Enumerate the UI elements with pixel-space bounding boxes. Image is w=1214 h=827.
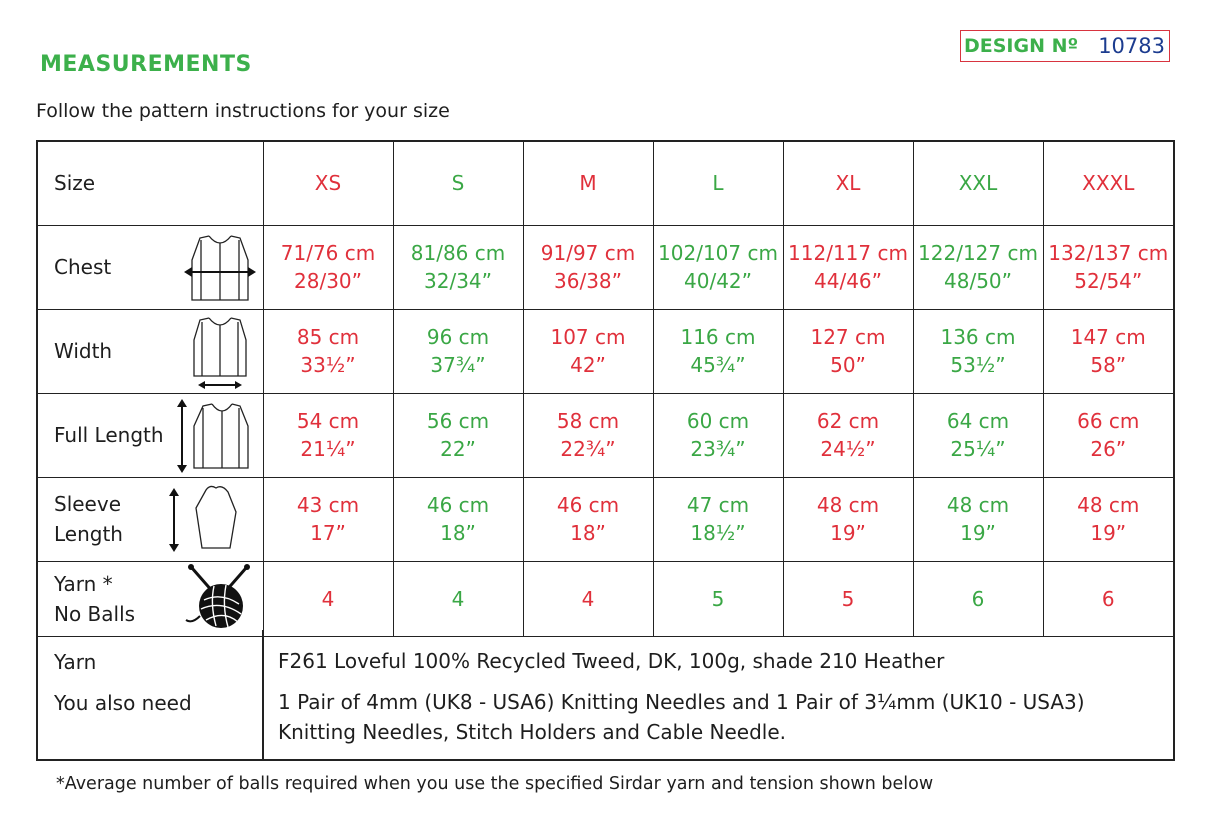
- width-cell: [523, 309, 653, 393]
- width-cm: 107 cm: [550, 325, 626, 349]
- chest-label: Chest: [54, 255, 112, 279]
- width-cell: [1043, 309, 1173, 393]
- full-length-cell: [523, 393, 653, 477]
- sleeve-length-cell: [653, 477, 783, 561]
- width-cm: 96 cm: [426, 325, 490, 349]
- chest-row: [38, 225, 1173, 309]
- sleeve-cm: 43 cm: [296, 493, 360, 517]
- size-header: L: [653, 142, 783, 225]
- full-length-in: 26”: [1090, 437, 1127, 461]
- width-in: 53½”: [950, 353, 1006, 377]
- chest-in: 32/34”: [424, 269, 492, 293]
- sleeve-in: 18”: [440, 521, 476, 545]
- full-length-cm: 56 cm: [426, 409, 490, 433]
- also-need-value: [278, 687, 1158, 747]
- full-length-in: 24½”: [820, 437, 876, 461]
- full-length-row: [38, 393, 1173, 477]
- yarn-balls-label-line1: Yarn *: [54, 571, 113, 596]
- chest-in: 40/42”: [684, 269, 752, 293]
- yarn-balls-label: [54, 569, 135, 629]
- sleeve-cm: 48 cm: [946, 493, 1010, 517]
- full-length-cm: 54 cm: [296, 409, 360, 433]
- width-label: Width: [54, 339, 113, 363]
- full-length-label: Full Length: [54, 423, 164, 447]
- width-label-cell: [38, 309, 263, 393]
- yarn-label: Yarn: [54, 650, 97, 674]
- chest-cm: 71/76 cm: [280, 241, 376, 265]
- width-cell: [393, 309, 523, 393]
- sleeve-in: 18”: [570, 521, 606, 545]
- chest-cm: 132/137 cm: [1048, 241, 1169, 265]
- chest-cm: 122/127 cm: [918, 241, 1038, 265]
- chest-in: 44/46”: [814, 269, 882, 293]
- sleeve-cm: 46 cm: [426, 493, 490, 517]
- size-header: M: [523, 142, 653, 225]
- width-in: 37¾”: [430, 353, 486, 377]
- sleeve-length-label-cell: [38, 477, 263, 561]
- width-cm: 127 cm: [810, 325, 886, 349]
- full-length-in: 25¼”: [950, 437, 1006, 461]
- sleeve-cm: 47 cm: [686, 493, 750, 517]
- sleeve-length-cell: [263, 477, 393, 561]
- sleeve-label-line2: Length: [54, 522, 123, 546]
- size-header: XL: [783, 142, 913, 225]
- size-header: S: [393, 142, 523, 225]
- chest-in: 28/30”: [294, 269, 362, 293]
- width-in: 50”: [830, 353, 866, 377]
- sleeve-length-icon: [166, 482, 242, 558]
- full-length-in: 22”: [440, 437, 476, 461]
- chest-cm: 102/107 cm: [658, 241, 778, 265]
- full-length-in: 23¾”: [690, 437, 746, 461]
- page-heading: MEASUREMENTS: [40, 52, 252, 77]
- cardigan-chest-icon: [182, 230, 258, 306]
- full-length-cm: 58 cm: [556, 409, 620, 433]
- yarn-balls-cell: 4: [263, 561, 393, 636]
- also-need-label: You also need: [54, 691, 192, 715]
- width-in: 45¾”: [690, 353, 746, 377]
- chest-cell: [913, 225, 1043, 309]
- measurements-table-frame: [36, 140, 1175, 761]
- chest-in: 36/38”: [554, 269, 622, 293]
- sleeve-in: 19”: [1090, 521, 1127, 545]
- yarn-balls-label-line2: No Balls: [54, 601, 136, 626]
- sleeve-length-cell: [1043, 477, 1173, 561]
- full-length-label-cell: [38, 393, 263, 477]
- design-number: 10783: [1098, 34, 1165, 58]
- yarn-balls-cell: 5: [653, 561, 783, 636]
- full-length-in: 22¾”: [560, 437, 616, 461]
- sleeve-in: 17”: [310, 521, 346, 545]
- chest-cell: [653, 225, 783, 309]
- width-cm: 147 cm: [1070, 325, 1146, 349]
- yarn-balls-cell: 4: [393, 561, 523, 636]
- instructions-text: Follow the pattern instructions for your size: [36, 100, 450, 122]
- sleeve-length-cell: [783, 477, 913, 561]
- chest-cell: [1043, 225, 1173, 309]
- full-length-cm: 64 cm: [946, 409, 1010, 433]
- size-header: XXXL: [1043, 142, 1173, 225]
- yarn-value: F261 Loveful 100% Recycled Tweed, DK, 100g, shade 210 Heather: [278, 649, 945, 673]
- width-cell: [263, 309, 393, 393]
- size-header-row: [38, 142, 1173, 225]
- full-length-cm: 66 cm: [1077, 409, 1140, 433]
- full-length-cell: [653, 393, 783, 477]
- sleeve-cm: 48 cm: [1077, 493, 1140, 517]
- chest-cell: [523, 225, 653, 309]
- cardigan-width-icon: [182, 314, 258, 390]
- full-length-cell: [393, 393, 523, 477]
- width-in: 42”: [570, 353, 606, 377]
- full-length-in: 21¼”: [300, 437, 356, 461]
- yarn-balls-cell: 6: [1043, 561, 1173, 636]
- sleeve-length-cell: [523, 477, 653, 561]
- size-label: Size: [54, 171, 96, 196]
- sleeve-in: 19”: [960, 521, 996, 545]
- width-cell: [913, 309, 1043, 393]
- chest-cm: 112/117 cm: [788, 241, 908, 265]
- sleeve-cm: 46 cm: [556, 493, 620, 517]
- design-number-box: [960, 30, 1170, 62]
- width-in: 33½”: [300, 353, 356, 377]
- full-length-cell: [1043, 393, 1173, 477]
- yarn-balls-label-cell: [38, 561, 263, 636]
- size-header: XS: [263, 142, 393, 225]
- chest-cm: 81/86 cm: [410, 241, 506, 265]
- width-row: [38, 309, 1173, 393]
- full-length-cm: 60 cm: [686, 409, 750, 433]
- yarn-balls-row: [38, 561, 1173, 636]
- width-cell: [783, 309, 913, 393]
- full-length-cm: 62 cm: [816, 409, 880, 433]
- width-cm: 136 cm: [940, 325, 1016, 349]
- yarn-info-block: [38, 630, 1173, 761]
- chest-in: 52/54”: [1074, 269, 1143, 293]
- chest-cm: 91/97 cm: [540, 241, 636, 265]
- sleeve-label-line1: Sleeve: [54, 492, 122, 516]
- chest-label-cell: [38, 225, 263, 309]
- yarn-ball-needles-icon: [184, 564, 254, 634]
- full-length-cell: [913, 393, 1043, 477]
- also-need-line2: Knitting Needles, Stitch Holders and Cable Needle.: [278, 720, 786, 744]
- chest-cell: [393, 225, 523, 309]
- sleeve-in: 19”: [830, 521, 866, 545]
- sleeve-length-cell: [913, 477, 1043, 561]
- cardigan-length-icon: [176, 398, 252, 474]
- sleeve-in: 18½”: [690, 521, 746, 545]
- size-header: XXL: [913, 142, 1043, 225]
- width-cm: 85 cm: [296, 325, 360, 349]
- sleeve-cm: 48 cm: [816, 493, 880, 517]
- yarn-balls-cell: 4: [523, 561, 653, 636]
- full-length-cell: [263, 393, 393, 477]
- yarn-balls-cell: 6: [913, 561, 1043, 636]
- chest-cell: [263, 225, 393, 309]
- width-cell: [653, 309, 783, 393]
- yarn-balls-cell: 5: [783, 561, 913, 636]
- width-cm: 116 cm: [680, 325, 756, 349]
- sleeve-length-row: [38, 477, 1173, 561]
- sleeve-length-label: [54, 489, 123, 549]
- sleeve-length-cell: [393, 477, 523, 561]
- measurements-table: [38, 142, 1173, 637]
- full-length-cell: [783, 393, 913, 477]
- design-label: DESIGN Nº: [964, 35, 1079, 57]
- footnote: *Average number of balls required when you use the specified Sirdar yarn and tension shown below: [56, 774, 934, 794]
- width-in: 58”: [1090, 353, 1127, 377]
- size-label-cell: [38, 142, 263, 225]
- chest-in: 48/50”: [944, 269, 1012, 293]
- chest-cell: [783, 225, 913, 309]
- yarn-block-divider: [262, 630, 264, 761]
- also-need-line1: 1 Pair of 4mm (UK8 - USA6) Knitting Needles and 1 Pair of 3¼mm (UK10 - USA3): [278, 690, 1085, 714]
